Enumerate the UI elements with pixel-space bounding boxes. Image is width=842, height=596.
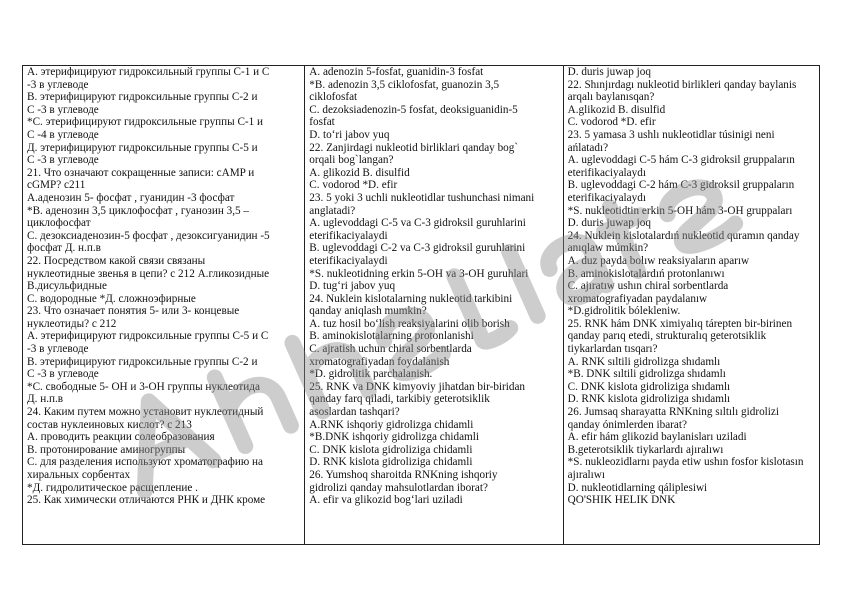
text-line: 23. Что означает понятия 5- или 3- концевые (27, 305, 240, 318)
text-line: 24. Nuklein kislotalarning nukleotid tarkibini (309, 292, 513, 305)
text-line: 26. Yumshoq sharoitda RNKning ishqoriy (309, 469, 498, 481)
text-line: B. aminokislotalardıń protonlanıwı (567, 267, 725, 280)
text-line: А. этерифицируют гидроксильный группы С-1 и С (27, 66, 270, 78)
text-line: asoslardan tashqari? (309, 406, 400, 419)
text-line: D. duris juwap joq (567, 66, 651, 78)
text-line: D. RNK kislota gidroliziga shıdamlı (567, 393, 731, 406)
text-line: anıqlaw múmkin? (567, 242, 649, 255)
text-line: 23. 5 yamasa 3 ushlı nukleotidlar túsinigi neni (567, 128, 775, 141)
text-line: A. glikozid B. disulfid (309, 166, 410, 179)
three-column-table (22, 65, 820, 545)
text-line: xromatografiyadan paydalanıw (567, 292, 708, 305)
text-line: C. vodorod *D. efir (567, 116, 656, 129)
text-line: -3 в углеводе (27, 78, 89, 91)
text-line: Д. этерифицируют гидроксильные группы С-5 и (27, 141, 258, 154)
text-line: В. этерифицируют гидроксильные группы С-2 и (27, 355, 258, 368)
text-line: B.geterotsiklik tiykarlardı ajıralıwı (567, 443, 724, 456)
text-line: С -3 в углеводе (27, 368, 99, 381)
text-line: 25. RNK va DNK kimyoviy jihatdan bir-biridan (309, 380, 526, 393)
text-line: qanday parıq etedi, strukturalıq geterotsiklik (567, 330, 767, 343)
text-line: *D.gidrolitik bólekleniw. (567, 305, 681, 318)
text-line: D. nukleotidlarning qáliplesiwi (567, 481, 708, 494)
text-line: *B.DNK ishqoriy gidrolizga chidamli (309, 431, 479, 444)
text-line: A. uglevoddagi C-5 va C-3 gidroksil guruhlarini (309, 217, 526, 230)
text-line: нуклеотиды? с 212 (27, 317, 117, 330)
text-line: *В. аденозин 3,5 циклофосфат , гуанозин 3,5 – (27, 204, 249, 217)
text-line: *Д. гидролитическое расщепление . (27, 481, 198, 494)
text-line: gidrolizi qanday mahsulotlardan iborat? (309, 481, 488, 494)
text-line: C. dezoksiadenozin-5 fosfat, deoksiguanidin-5 (309, 103, 518, 116)
text-line: циклофосфат (27, 217, 91, 230)
text-line: B. uglevoddagi C-2 hám C-3 gidroksil gruppaların (567, 179, 795, 192)
text-line: *B. adenozin 3,5 ciklofosfat, guanozin 3,5 (309, 78, 500, 91)
text-line: eterifikaciyalaydı (567, 166, 646, 179)
text-line: *С. этерифицируют гидроксильные группы С-1 и (27, 116, 264, 129)
text-line: A. tuz hosil bo‘lish reaksiyalarini olib borish (309, 317, 510, 330)
text-line: 22. Zanjirdagi nukleotid birliklari qanday bog` (309, 141, 519, 154)
text-line: eterifikaciyalaydi (309, 254, 388, 267)
text-line: 22. Посредством какой связи связаны (27, 254, 206, 267)
text-line: A.glikozid B. disulfid (567, 103, 666, 116)
text-line: eterifikaciyalaydı (567, 191, 646, 204)
text-line: anglatadi? (309, 204, 356, 217)
text-line: *S. nukleozidlarnı payda etiw ushın fosfor kislotasın (567, 456, 804, 469)
text-line: tiykarlardan tısqarı? (567, 343, 658, 356)
text-line: B. aminokislotalarning protonlanishi (309, 330, 474, 343)
text-line: A. RNK sıltili gidrolizga shıdamlı (567, 355, 721, 368)
text-line: 25. RNK hám DNK ximiyalıq tárepten bir-birinen (567, 317, 793, 330)
text-line: 21. Что означают сокращенные записи: cAMP и (27, 166, 255, 179)
text-line: 24. Nuklein kislotalardıń nukleotid quramın qanday (567, 229, 800, 242)
text-line: D. duris juwap joq (567, 217, 651, 230)
text-line: C. ajratish uchun chiral sorbentlarda (309, 343, 472, 356)
text-line: qanday aniqlash mumkin? (309, 305, 427, 318)
text-line: 22. Shınjırdagı nukleotid birlikleri qanday baylanis (567, 78, 797, 91)
text-line: fosfat (309, 116, 335, 129)
text-line: А. проводить реакции солеобразования (27, 431, 215, 444)
column-russian (23, 66, 304, 544)
text-line: arqalı baylanısqan? (567, 91, 655, 104)
text-line: Д. н.п.в (27, 393, 64, 406)
text-line: C. vodorod *D. efir (309, 179, 398, 192)
text-line: C. DNK kislota gidroliziga chidamli (309, 443, 473, 456)
text-line: D. tug‘ri jabov yuq (309, 280, 396, 293)
text-line: В. этерифицируют гидроксильные группы С-2 и (27, 91, 258, 104)
text-line: A. adenozin 5-fosfat, guanidin-3 fosfat (309, 66, 484, 78)
text-line: eterifikaciyalaydi (309, 229, 388, 242)
text-line: qanday farq qiladi, tarkibiy geterotsiklik (309, 393, 490, 406)
text-line: -3 в углеводе (27, 343, 89, 356)
text-line: cGMP? с211 (27, 179, 86, 192)
text-line: хиральных сорбентах (27, 469, 131, 481)
text-line: *S. nukleotidning erkin 5-OH va 3-OH guruhlari (309, 267, 529, 280)
text-line: ańlatadı? (567, 141, 609, 154)
text-line: С -4 в углеводе (27, 128, 99, 141)
text-line: С. для разделения используют хроматографию на (27, 456, 263, 469)
text-line: A.RNK ishqoriy gidrolizga chidamli (309, 418, 474, 431)
text-line: D. to‘ri jabov yuq (309, 128, 390, 141)
text-line: 25. Как химически отличаются РНК и ДНК кроме (27, 494, 266, 507)
text-line: qanday ónimlerden ibarat? (567, 418, 687, 431)
text-line: C. DNK kislota gidroliziga shıdamlı (567, 380, 731, 393)
text-line: A. uglevoddagi C-5 hám C-3 gidroksil gruppaların (567, 154, 795, 167)
text-line: 24. Каким путем можно установит нуклеотидный (27, 406, 264, 419)
text-line: А.аденозин 5- фосфат , гуанидин -3 фосфат (27, 191, 235, 204)
text-line: A. efir va glikozid bog‘lari uziladi (309, 494, 463, 507)
text-line: xromatografiyadan foydalanish (309, 355, 450, 368)
text-line: *S. nukleotidtin erkin 5-OH hám 3-OH gruppaları (567, 204, 793, 217)
text-line: orqali bog`langan? (309, 154, 394, 167)
text-line: состав нуклеиновых кислот? с 213 (27, 418, 192, 431)
column-karakalpak (563, 66, 819, 544)
text-line: D. RNK kislota gidroliziga chidamli (309, 456, 473, 469)
text-line: *С. свободные 5- ОН и 3-ОН группы нуклеотида (27, 380, 260, 393)
text-line: фосфат Д. н.п.в (27, 242, 101, 255)
text-line: В. протонирование аминогруппы (27, 443, 186, 456)
text-line: С. дезоксиаденозин-5 фосфат , дезоксигуанидин -5 (27, 229, 270, 242)
text-line: *B. DNK sıltili gidrolizga shıdamlı (567, 368, 726, 381)
text-line: A. duz payda bolıw reaksiyaların aparıw (567, 254, 750, 267)
text-line: 23. 5 yoki 3 uchli nukleotidlar tushunchasi nimani (309, 191, 535, 204)
column-uzbek (304, 66, 562, 544)
text-line: 26. Jumsaq sharayatta RNKning sıltılı gidrolizi (567, 406, 779, 419)
text-line: ciklofosfat (309, 91, 358, 104)
text-line: B. uglevoddagi C-2 va C-3 gidroksil guruhlarini (309, 242, 526, 255)
text-line: В.дисульфидные (27, 280, 107, 293)
text-line: С. водородные *Д. сложноэфирные (27, 292, 196, 305)
text-line: QO'SHIK HELIK DNK (567, 494, 676, 507)
text-line: *D. gidrolitik parchalanish. (309, 368, 433, 381)
text-line: A. efir hám glikozid baylanisları uziladi (567, 431, 747, 444)
text-line: А. этерифицируют гидроксильные группы С-5 и С (27, 330, 269, 343)
text-line: С -3 в углеводе (27, 103, 99, 116)
text-line: нуклеотидные звенья в цепи? с 212 А.гликозидные (27, 267, 270, 280)
text-line: ajıralıwı (567, 469, 605, 481)
text-line: C. ajıratıw ushın chiral sorbentlarda (567, 280, 729, 293)
text-line: С -3 в углеводе (27, 154, 99, 167)
